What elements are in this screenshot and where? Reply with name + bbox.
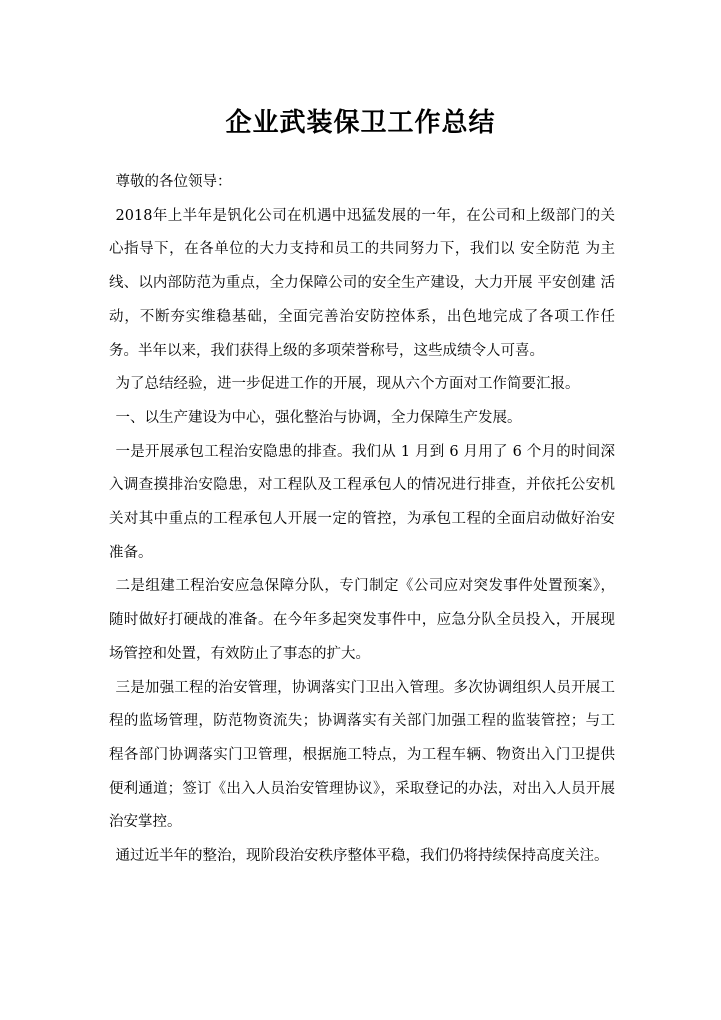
summary-purpose-paragraph: 为了总结经验，进一步促进工作的开展，现从六个方面对工作简要汇报。 [115, 376, 580, 393]
document-body [109, 166, 615, 874]
document-title: 企业武装保卫工作总结 [225, 108, 496, 139]
item-paragraph-2: 二是组建工程治安应急保障分队，专门制定《公司应对突发事件处置预案》，随时做好打硬战的准备。在今年多起突发事件中，应急分队全员投入，开展现场管控和处置，有效防止了事态的扩大。 [109, 578, 615, 662]
section-heading-1: 一、以生产建设为中心，强化整治与协调，全力保障生产发展。 [115, 409, 522, 426]
intro-paragraph: 2018年上半年是钒化公司在机遇中迅猛发展的一年，在公司和上级部门的关心指导下，在各单位的大力支持和员工的共同努力下，我们以 安全防范 为主线、以内部防范为重点，全力保障公司的安全生产建设，大力开展 平安创建 活动，不断夯实维稳基础，全面完善治安防控体系，出色地完成了各项工作任务。半年以来，我们获得上级的多项荣誉称号，这些成绩令人可喜。 [109, 207, 615, 359]
item-paragraph-3: 三是加强工程的治安管理，协调落实门卫出入管理。多次协调组织人员开展工程的监场管理，防范物资流失；协调落实有关部门加强工程的监装管控；与工程各部门协调落实门卫管理，根据施工特点，为工程车辆、物资出入门卫提供便利通道；签订《出入人员治安管理协议》，采取登记的办法，对出入人员开展治安掌控。 [109, 679, 615, 831]
conclusion-paragraph: 通过近半年的整治，现阶段治安秩序整体平稳，我们仍将持续保持高度关注。 [115, 848, 609, 865]
greeting-paragraph: 尊敬的各位领导： [115, 174, 232, 190]
item-paragraph-1: 一是开展承包工程治安隐患的排查。我们从 1 月到 6 月用了 6 个月的时间深入调查摸排治安隐患，对工程队及工程承包人的情况进行排查，并依托公安机关对其中重点的工程承包人开展一定的管控，为承包工程的全面启动做好治安准备。 [109, 443, 615, 561]
